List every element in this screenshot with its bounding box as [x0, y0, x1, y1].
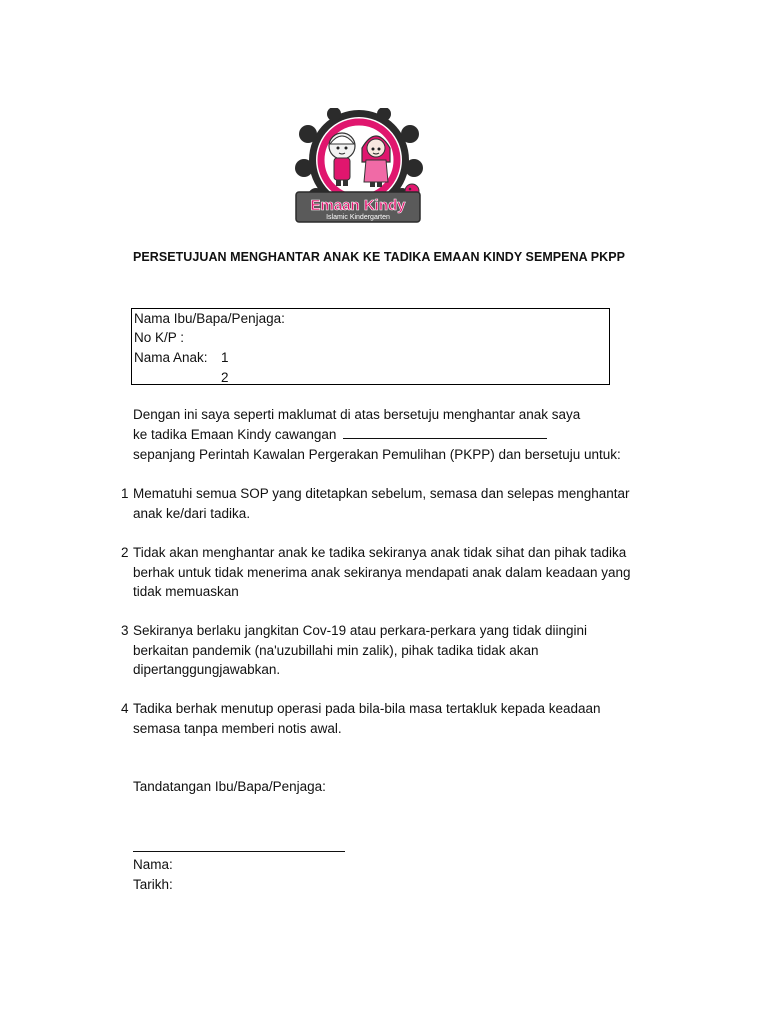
- term-1-number: 1: [121, 486, 129, 501]
- intro-line-2: [133, 425, 547, 444]
- term-2-line-1: Tidak akan menghantar anak ke tadika sekiranya anak tidak sihat dan pihak tadika: [133, 545, 627, 560]
- term-3-line-2: berkaitan pandemik (na'uzubillahi min zalik), pihak tadika tidak akan: [133, 643, 539, 658]
- ic-number-label: No K/P :: [134, 330, 185, 345]
- intro-line-2-text: ke tadika Emaan Kindy cawangan: [133, 427, 337, 442]
- term-2-line-2: berhak untuk tidak menerima anak sekiranya mendapati anak dalam keadaan yang: [133, 565, 631, 580]
- signature-label: Tandatangan Ibu/Bapa/Penjaga:: [133, 779, 326, 794]
- parent-name-label: Nama Ibu/Bapa/Penjaga:: [134, 311, 285, 326]
- term-3-line-3: dipertanggungjawabkan.: [133, 662, 281, 677]
- logo-brand-text: Emaan Kindy: [310, 197, 406, 214]
- child-name-label: Nama Anak:: [134, 350, 208, 365]
- term-1-line-1: Mematuhi semua SOP yang ditetapkan sebelum, semasa dan selepas menghantar: [133, 486, 630, 501]
- term-2-number: 2: [121, 545, 129, 560]
- term-4-number: 4: [121, 701, 129, 716]
- branch-blank-line: [343, 426, 547, 439]
- child-number-1: 1: [221, 350, 229, 365]
- name-label: Nama:: [133, 857, 173, 872]
- term-2-line-3: tidak memuaskan: [133, 584, 239, 599]
- term-4-line-2: semasa tanpa memberi notis awal.: [133, 721, 342, 736]
- term-3-line-1: Sekiranya berlaku jangkitan Cov-19 atau perkara-perkara yang tidak diingini: [133, 623, 588, 638]
- term-4-line-1: Tadika berhak menutup operasi pada bila-bila masa tertakluk kepada keadaan: [133, 701, 601, 716]
- date-label: Tarikh:: [133, 877, 173, 892]
- child-number-2: 2: [221, 370, 229, 385]
- document-title: PERSETUJUAN MENGHANTAR ANAK KE TADIKA EMAAN KINDY SEMPENA PKPP: [133, 250, 626, 264]
- emaan-kindy-logo: [294, 108, 424, 224]
- term-1-line-2: anak ke/dari tadika.: [133, 506, 251, 521]
- logo-tagline-text: Islamic Kindergarten: [326, 214, 390, 221]
- signature-line: [133, 851, 345, 852]
- term-3-number: 3: [121, 623, 129, 638]
- intro-line-1: Dengan ini saya seperti maklumat di atas bersetuju menghantar anak saya: [133, 407, 581, 422]
- intro-line-3: sepanjang Perintah Kawalan Pergerakan Pemulihan (PKPP) dan bersetuju untuk:: [133, 447, 621, 462]
